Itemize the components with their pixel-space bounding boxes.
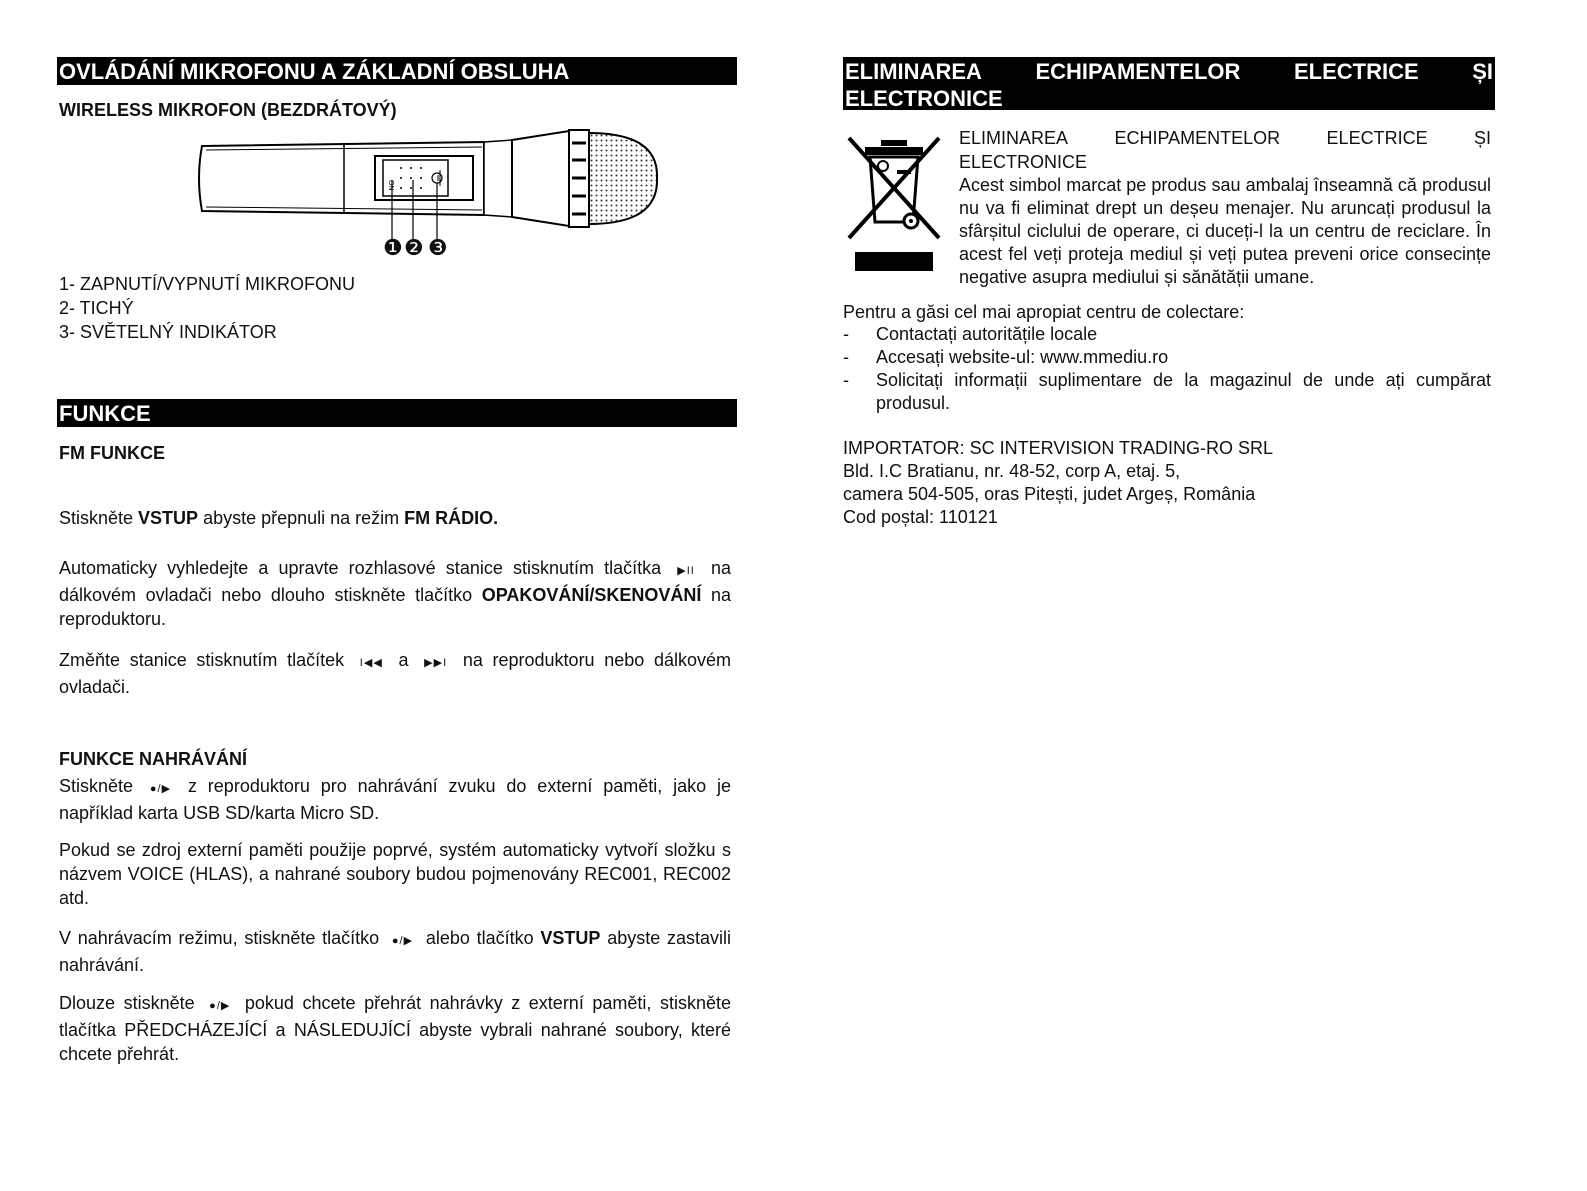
recording-title: FUNKCE NAHRÁVÁNÍ: [59, 749, 247, 769]
collect-list: [843, 323, 1491, 415]
header-word: ELIMINAREA: [845, 59, 982, 84]
record-play-icon: ●/▶: [149, 783, 172, 795]
weee-text-block: [959, 126, 1491, 289]
legend: [59, 272, 355, 344]
list-item: - Contactați autoritățile locale: [843, 324, 1098, 344]
next-icon: ▶▶I: [424, 657, 448, 669]
fm-title: FM FUNKCE: [59, 443, 165, 463]
section-header-funkce: FUNKCE: [57, 399, 737, 427]
importer-block: [843, 437, 1491, 529]
switch-label: ON: [387, 180, 394, 191]
section-header-mic: OVLÁDÁNÍ MIKROFONU A ZÁKLADNÍ OBSLUHA: [57, 57, 737, 85]
rec-paragraph-2: Pokud se zdroj externí paměti použije poprvé, systém automaticky vytvoří složku s názvem VOICE (HLAS), a nahrané soubory budou pojmenovány REC001, REC002 atd.: [59, 840, 731, 908]
marker-1: ❶: [383, 235, 403, 260]
importer-line: Bld. I.C Bratianu, nr. 48-52, corp A, etaj. 5,: [843, 461, 1181, 481]
record-play-icon: ●/▶: [209, 1000, 231, 1012]
legend-item-3: 3- SVĚTELNÝ INDIKÁTOR: [59, 322, 277, 342]
fm-paragraph-3: Změňte stanice stisknutím tlačítek I◀◀ a ▶▶I na reproduktoru nebo dálkovém ovladači.: [59, 650, 731, 697]
fm-paragraph-2: Automaticky vyhledejte a upravte rozhlasové stanice stisknutím tlačítka ▶II na dálkovém ovladači nebo dlouho stiskněte tlačítko OPAKOVÁNÍ/SKENOVÁNÍ na reproduktoru.: [59, 558, 731, 629]
rec-paragraph-1: Stiskněte ●/▶ z reproduktoru pro nahrávání zvuku do externí paměti, jako je například karta USB SD/karta Micro SD.: [59, 776, 731, 823]
importer-line: camera 504-505, oras Pitești, judet Argeș, România: [843, 484, 1256, 504]
header-word: ȘI: [1472, 59, 1493, 84]
weee-title-line-2: ELECTRONICE: [959, 152, 1088, 172]
title-word: ELIMINAREA: [959, 128, 1069, 148]
previous-icon: I◀◀: [359, 657, 383, 669]
list-item: - Solicitați informații suplimentare de la magazinul de unde ați cumpărat produsul.: [843, 370, 1491, 413]
rec-paragraph-3: V nahrávacím režimu, stiskněte tlačítko ●/▶ alebo tlačítko VSTUP abyste zastavili nahrávání.: [59, 928, 732, 975]
weee-bin-icon: [843, 130, 945, 275]
marker-3: ❸: [428, 235, 448, 260]
list-item: - Accesați website-ul: www.mmediu.ro: [843, 347, 1169, 367]
wireless-title: WIRELESS MIKROFON (BEZDRÁTOVÝ): [59, 100, 397, 120]
marker-2: ❷: [404, 235, 424, 260]
weee-title-line-1: [959, 126, 1491, 150]
rec-paragraph-4: Dlouze stiskněte ●/▶ pokud chcete přehrát nahrávky z externí paměti, stiskněte tlačítka PŘEDCHÁZEJÍCÍ a NÁSLEDUJÍCÍ abyste vybrali nahrané soubory, které chcete přehrát.: [59, 993, 731, 1064]
weee-description: Acest simbol marcat pe produs sau ambalaj înseamnă că produsul nu va fi eliminat drept un deșeu menajer. Nu aruncați produsul la sfârșitul ciclului de operare, ci duceți-l la un centru de reciclare. În acest fel veți proteja mediul și veți putea preveni orice consecințe negative asupra mediului și sănătății umane.: [959, 175, 1491, 287]
legend-item-2: 2- TICHÝ: [59, 298, 134, 318]
legend-item-1: 1- ZAPNUTÍ/VYPNUTÍ MIKROFONU: [59, 274, 356, 294]
header-word: ECHIPAMENTELOR: [1035, 59, 1241, 84]
collect-intro: Pentru a găsi cel mai apropiat centru de colectare:: [843, 302, 1245, 322]
fm-paragraph-1: Stiskněte VSTUP abyste přepnuli na režim FM RÁDIO.: [59, 508, 499, 528]
title-word: ECHIPAMENTELOR: [1114, 128, 1281, 148]
title-word: ȘI: [1473, 128, 1491, 148]
play-pause-icon: ▶II: [677, 565, 695, 577]
importer-line: IMPORTATOR: SC INTERVISION TRADING-RO SRL: [843, 438, 1274, 458]
section-header-weee: [843, 57, 1495, 110]
header-word: ELECTRICE: [1293, 59, 1419, 84]
title-word: ELECTRICE: [1326, 128, 1428, 148]
header-line-2: ELECTRONICE: [845, 86, 1003, 111]
record-play-icon: ●/▶: [391, 935, 414, 947]
importer-line: Cod poștal: 110121: [843, 507, 998, 527]
